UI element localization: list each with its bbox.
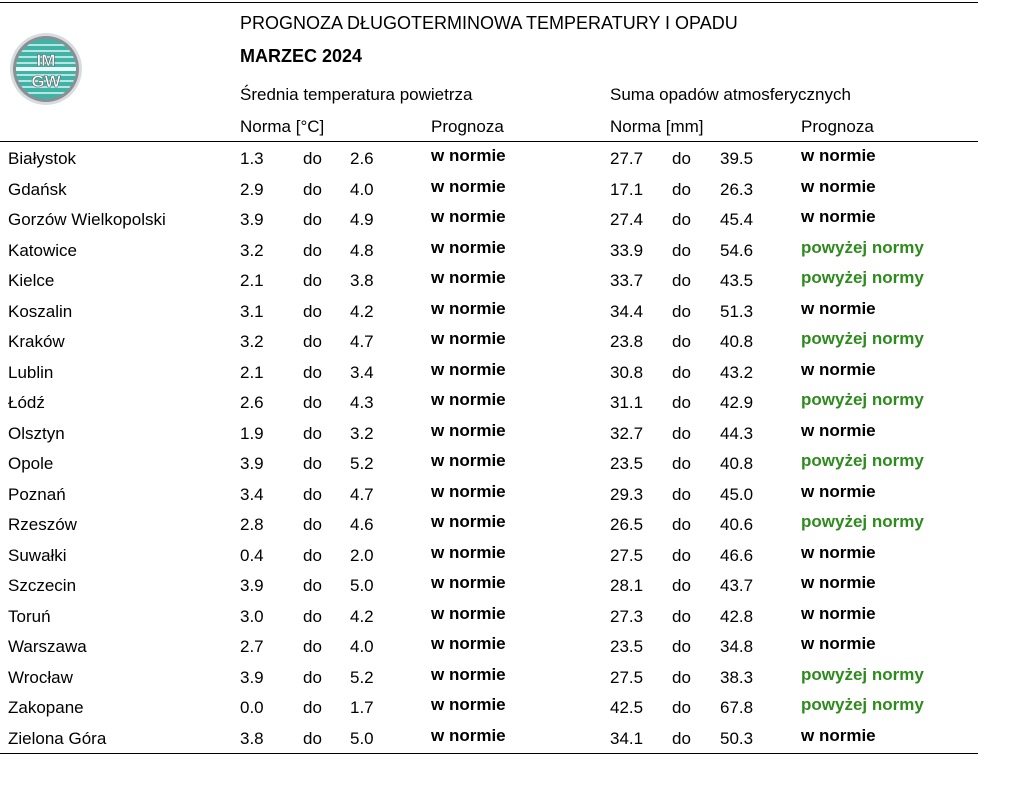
temp-norm-max: 4.3 [350,393,374,412]
precip-norm-min: 23.8 [610,332,644,351]
temp-norm-min: 2.1 [240,362,264,382]
temp-norm-separator: do [303,637,322,656]
temp-forecast: w normie [431,390,506,409]
precip-norm-separator: do [672,667,691,687]
table-row [0,509,978,539]
city-name: Toruń [8,606,51,626]
precip-forecast: w normie [801,359,876,379]
temp-norm-separator: do [303,515,322,534]
precip-forecast: w normie [801,481,876,501]
precip-norm-max: 40.6 [720,515,754,534]
precip-norm-min: 30.8 [610,362,644,382]
precip-norm-separator: do [672,149,691,168]
precip-norm-separator: do [672,637,691,656]
city-name: Opole [8,454,54,473]
precip-norm-min: 33.9 [610,240,644,260]
city-name: Gdańsk [8,179,67,199]
precip-norm-min: 27.7 [610,149,644,168]
table-row [0,723,978,753]
precip-norm-max: 40.8 [720,454,754,473]
precip-norm-max: 45.0 [720,484,754,504]
table-row [0,601,978,631]
temp-norm-max: 4.2 [350,606,374,626]
temp-forecast: w normie [431,542,506,562]
precip-forecast: w normie [801,298,876,318]
table-row [0,204,978,234]
temp-norm-separator: do [303,667,322,687]
temp-norm-max: 4.9 [350,210,374,229]
precip-forecast: w normie [801,634,876,653]
city-name: Kraków [8,332,65,351]
precip-norm-separator: do [672,240,691,260]
temp-norm-min: 3.9 [240,454,264,473]
bottom-rule [0,753,978,754]
precip-norm-separator: do [672,210,691,229]
precip-norm-max: 38.3 [720,667,754,687]
precip-norm-separator: do [672,179,691,199]
temp-norm-max: 4.0 [350,637,374,656]
temp-forecast: w normie [431,481,506,501]
temp-norm-max: 4.2 [350,301,374,321]
precip-norm-max: 51.3 [720,301,754,321]
temp-norm-min: 2.1 [240,271,264,290]
temp-norm-min: 0.4 [240,545,264,565]
temp-forecast: w normie [431,176,506,196]
temp-norm-separator: do [303,698,322,717]
city-name: Suwałki [8,545,67,565]
imgw-logo [8,31,84,107]
city-name: Zakopane [8,698,84,717]
temp-forecast: w normie [431,420,506,440]
precip-norm-min: 28.1 [610,576,644,595]
precip-norm-max: 50.3 [720,728,754,748]
logo-text-bottom: GW [31,72,61,91]
temp-forecast: w normie [431,573,506,592]
precip-norm-max: 26.3 [720,179,754,199]
temp-norm-separator: do [303,423,322,443]
precip-forecast-header: Prognoza [801,117,874,136]
precip-norm-max: 45.4 [720,210,754,229]
temp-norm-min: 3.8 [240,728,264,748]
precip-forecast: w normie [801,603,876,623]
temp-forecast: w normie [431,512,506,531]
precip-norm-min: 27.3 [610,606,644,626]
city-name: Koszalin [8,301,73,321]
precip-norm-min: 23.5 [610,637,644,656]
table-row [0,357,978,387]
precip-norm-separator: do [672,301,691,321]
precip-norm-separator: do [672,576,691,595]
temp-norm-min: 3.9 [240,667,264,687]
temp-norm-min: 3.2 [240,332,264,351]
precip-norm-max: 46.6 [720,545,754,565]
precip-norm-min: 17.1 [610,179,644,199]
temp-forecast: w normie [431,451,506,470]
temp-norm-max: 5.2 [350,667,374,687]
precip-forecast: powyżej normy [801,451,924,470]
city-name: Lublin [8,362,54,382]
temp-norm-separator: do [303,393,322,412]
temp-norm-min: 3.0 [240,606,264,626]
precip-forecast: powyżej normy [801,268,924,287]
temp-norm-max: 4.0 [350,179,374,199]
temp-norm-max: 1.7 [350,698,374,717]
precip-forecast: w normie [801,176,876,196]
month-label: MARZEC 2024 [240,46,363,66]
table-row [0,326,978,356]
temp-norm-separator: do [303,606,322,626]
precip-norm-max: 42.9 [720,393,754,412]
temp-norm-separator: do [303,332,322,351]
temp-norm-min: 3.9 [240,210,264,229]
precip-norm-separator: do [672,454,691,473]
city-name: Zielona Góra [8,728,107,748]
precip-norm-separator: do [672,484,691,504]
table-row [0,692,978,722]
temp-norm-max: 4.8 [350,240,374,260]
temp-norm-max: 5.2 [350,454,374,473]
city-name: Wrocław [8,667,73,687]
precip-forecast: powyżej normy [801,237,924,257]
precip-norm-max: 34.8 [720,637,754,656]
temp-norm-min: 3.9 [240,576,264,595]
precip-norm-max: 43.7 [720,576,754,595]
precip-forecast: w normie [801,725,876,745]
temp-forecast: w normie [431,603,506,623]
precip-norm-max: 44.3 [720,423,754,443]
table-row [0,570,978,600]
page-title: PROGNOZA DŁUGOTERMINOWA TEMPERATURY I OPADU [240,13,738,33]
precip-norm-separator: do [672,362,691,382]
temp-norm-min: 0.0 [240,698,264,717]
precip-forecast: powyżej normy [801,664,924,684]
precip-norm-max: 42.8 [720,606,754,626]
temp-norm-separator: do [303,210,322,229]
city-name: Olsztyn [8,423,65,443]
temp-norm-max: 3.8 [350,271,374,290]
precip-norm-separator: do [672,728,691,748]
city-name: Szczecin [8,576,77,595]
precip-norm-max: 54.6 [720,240,754,260]
temp-norm-max: 4.7 [350,484,374,504]
precip-norm-separator: do [672,271,691,290]
temp-norm-max: 3.2 [350,423,374,443]
temp-norm-max: 2.0 [350,545,374,565]
temp-norm-min: 2.7 [240,637,264,656]
temp-norm-separator: do [303,484,322,504]
top-rule [0,2,978,3]
precip-norm-min: 26.5 [610,515,644,534]
temp-norm-separator: do [303,728,322,748]
table-row [0,631,978,661]
precip-norm-max: 67.8 [720,698,754,717]
city-name: Łódź [8,393,45,412]
precip-norm-max: 43.5 [720,271,754,290]
precip-forecast: powyżej normy [801,512,924,531]
temp-norm-separator: do [303,454,322,473]
temp-forecast: w normie [431,695,506,714]
temp-norm-separator: do [303,240,322,260]
temp-norm-separator: do [303,179,322,199]
temp-forecast: w normie [431,298,506,318]
header-rule [0,141,978,142]
precip-norm-min: 23.5 [610,454,644,473]
precip-forecast: powyżej normy [801,390,924,409]
precip-norm-separator: do [672,332,691,351]
temp-forecast: w normie [431,146,506,165]
temp-forecast: w normie [431,634,506,653]
precip-norm-min: 27.5 [610,667,644,687]
temp-norm-separator: do [303,576,322,595]
precip-forecast: w normie [801,542,876,562]
temp-norm-separator: do [303,545,322,565]
city-name: Katowice [8,240,77,260]
precip-forecast: w normie [801,146,876,165]
temp-norm-max: 4.7 [350,332,374,351]
temp-norm-separator: do [303,149,322,168]
table-row [0,265,978,295]
precip-norm-max: 39.5 [720,149,754,168]
table-row [0,387,978,417]
precip-norm-separator: do [672,545,691,565]
precip-norm-min: 33.7 [610,271,644,290]
temp-forecast-header: Prognoza [431,117,504,136]
city-name: Warszawa [8,637,87,656]
city-name: Poznań [8,484,66,504]
precip-norm-separator: do [672,606,691,626]
table-row [0,448,978,478]
precip-norm-separator: do [672,423,691,443]
precip-norm-separator: do [672,393,691,412]
temp-norm-separator: do [303,362,322,382]
precip-forecast: w normie [801,207,876,226]
temp-norm-max: 5.0 [350,576,374,595]
temp-forecast: w normie [431,237,506,257]
precip-norm-min: 42.5 [610,698,644,717]
temp-norm-separator: do [303,301,322,321]
temp-norm-max: 2.6 [350,149,374,168]
city-name: Rzeszów [8,515,77,534]
precip-norm-min: 32.7 [610,423,644,443]
table-row [0,662,978,692]
table-row [0,143,978,173]
precip-forecast: powyżej normy [801,329,924,348]
precip-forecast: w normie [801,420,876,440]
precipitation-section-label: Suma opadów atmosferycznych [610,85,851,104]
precip-norm-max: 43.2 [720,362,754,382]
table-row [0,235,978,265]
temp-norm-min: 2.9 [240,179,264,199]
temp-forecast: w normie [431,207,506,226]
temp-norm-min: 1.9 [240,423,264,443]
precip-norm-separator: do [672,515,691,534]
precip-norm-min: 27.4 [610,210,644,229]
city-name: Białystok [8,149,77,168]
temp-forecast: w normie [431,268,506,287]
temp-norm-min: 3.4 [240,484,264,504]
table-row [0,174,978,204]
temp-norm-max: 5.0 [350,728,374,748]
temp-norm-separator: do [303,271,322,290]
precip-norm-header: Norma [mm] [610,117,704,136]
temp-norm-min: 2.6 [240,393,264,412]
precip-norm-max: 40.8 [720,332,754,351]
city-name: Gorzów Wielkopolski [8,210,166,229]
precip-norm-min: 29.3 [610,484,644,504]
temp-norm-min: 1.3 [240,149,264,168]
temperature-section-label: Średnia temperatura powietrza [240,85,473,104]
precip-forecast: w normie [801,573,876,592]
precip-norm-min: 34.1 [610,728,644,748]
table-row [0,479,978,509]
city-name: Kielce [8,271,55,290]
temp-norm-min: 3.1 [240,301,264,321]
temp-norm-max: 3.4 [350,362,374,382]
temp-forecast: w normie [431,359,506,379]
table-row [0,296,978,326]
temp-norm-max: 4.6 [350,515,374,534]
table-row [0,418,978,448]
precip-norm-min: 27.5 [610,545,644,565]
temp-forecast: w normie [431,725,506,745]
precip-norm-separator: do [672,698,691,717]
logo-text-top: IM [36,51,56,70]
temp-forecast: w normie [431,664,506,684]
temp-forecast: w normie [431,329,506,348]
table-row [0,540,978,570]
precip-norm-min: 31.1 [610,393,644,412]
precip-norm-min: 34.4 [610,301,644,321]
temp-norm-min: 2.8 [240,515,264,534]
temp-norm-header: Norma [°C] [240,117,325,136]
precip-forecast: powyżej normy [801,695,924,714]
temp-norm-min: 3.2 [240,240,264,260]
